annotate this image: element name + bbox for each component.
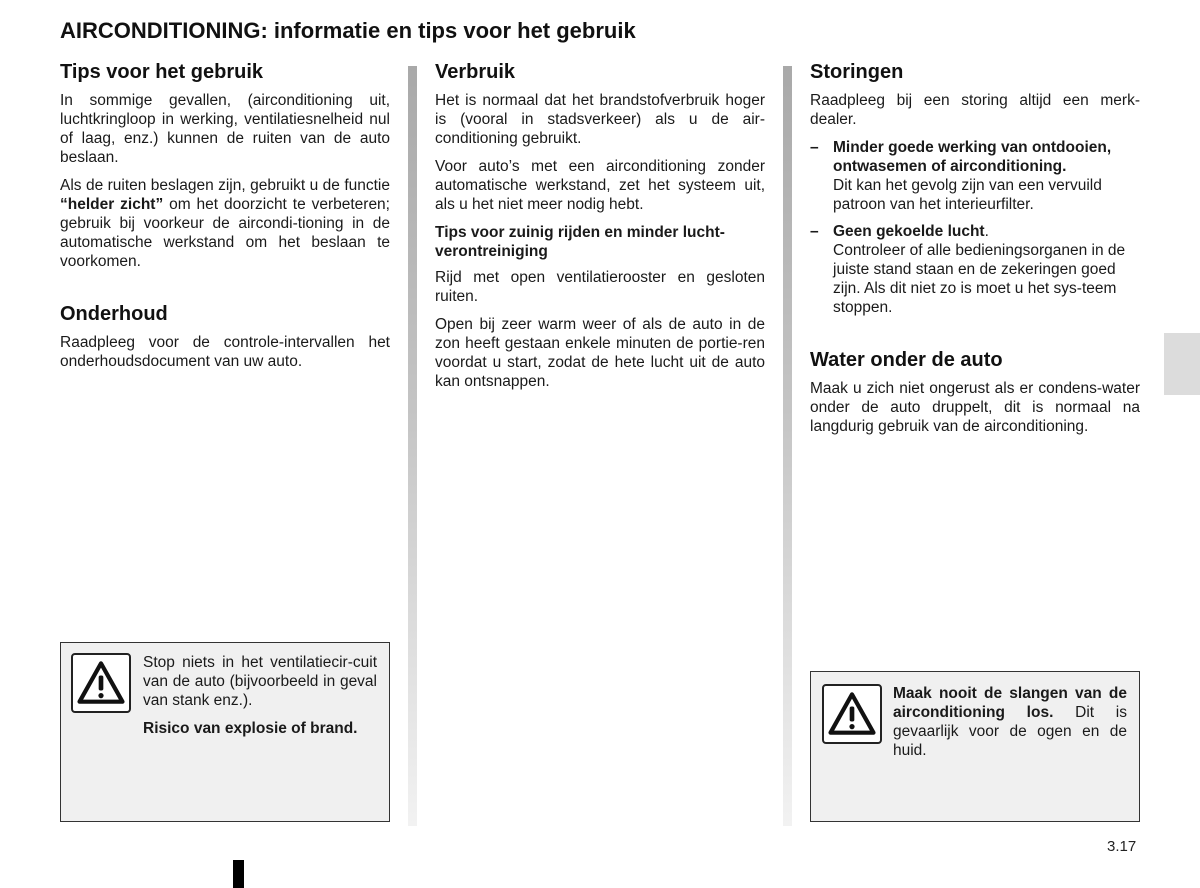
list-item-text: Controleer of alle bedieningsorganen in de juiste stand staan en de zekeringen goed zijn. Als dit niet zo is moet u het sys-teem stoppen. [833, 242, 1126, 316]
section-heading-storingen: Storingen [810, 61, 904, 83]
tips-p2-text-after: om het doorzicht te verbeteren; gebruik bij voorkeur de aircondi-tioning in de automatische werkstand om het beslaan te voorkomen. [60, 196, 390, 270]
verbruik-paragraph-2: Voor auto’s met een airconditioning zonder automatische werkstand, zet het systeem uit, als u het niet meer nodig hebt. [435, 158, 765, 213]
column-middle [435, 60, 765, 400]
storingen-paragraph: Raadpleeg bij een storing altijd een merk-dealer. [810, 92, 1140, 128]
verbruik-subheading: Tips voor zuinig rijden en minder lucht-verontreiniging [435, 224, 725, 260]
tips-p2-bold: “helder zicht” [60, 196, 164, 213]
list-item [810, 222, 1140, 317]
warning-triangle-icon [71, 653, 131, 713]
list-item-text: Dit kan het gevolg zijn van een vervuild patroon van het interieurfilter. [833, 177, 1102, 213]
warning-box-ventilation [60, 642, 390, 822]
section-heading-verbruik: Verbruik [435, 61, 516, 83]
section-heading-water: Water onder de auto [810, 349, 1003, 371]
tips-p2-text-before: Als de ruiten beslagen zijn, gebruikt u de functie [60, 177, 390, 194]
warning-text: Stop niets in het ventilatiecir-cuit van de auto (bijvoorbeeld in geval van stank enz.). [143, 654, 377, 709]
tips-paragraph-1: In sommige gevallen, (airconditioning uit, luchtkringloop in werking, ventilatiesnelheid nul of laag, enz.) kunnen de ruiten van de auto beslaan. [60, 92, 390, 166]
list-dash: – [810, 223, 819, 240]
verbruik-paragraph-4: Open bij zeer warm weer of als de auto in de zon heeft gestaan enkele minuten de portie-ren voordat u start, zodat de hete lucht uit de auto kan ontsnappen. [435, 316, 765, 390]
page-title: AIRCONDITIONING: informatie en tips voor het gebruik [60, 18, 636, 43]
print-mark [233, 860, 244, 888]
column-divider [408, 66, 417, 826]
warning-plain-text: Dit is gevaarlijk voor de ogen en de huid. [893, 704, 1128, 759]
warning-risk-text: Risico van explosie of brand. [143, 720, 358, 737]
tips-paragraph-2 [60, 176, 390, 271]
warning-triangle-icon [822, 684, 882, 744]
verbruik-paragraph-1: Het is normaal dat het brandstofverbruik hoger is (vooral in stadsverkeer) als u de air-conditioning gebruikt. [435, 92, 765, 147]
chapter-tab [1164, 333, 1200, 395]
list-item [810, 138, 1140, 214]
onderhoud-paragraph: Raadpleeg voor de controle-intervallen het onderhoudsdocument van uw auto. [60, 334, 390, 370]
warning-text [893, 684, 1127, 760]
list-dash: – [810, 139, 819, 156]
column-divider [783, 66, 792, 826]
verbruik-paragraph-3: Rijd met open ventilatierooster en gesloten ruiten. [435, 269, 765, 305]
page-number: 3.17 [1107, 838, 1137, 855]
storingen-list [810, 138, 1140, 317]
section-heading-onderhoud: Onderhoud [60, 303, 168, 325]
list-item-title: Geen gekoelde lucht [833, 223, 985, 240]
water-paragraph: Maak u zich niet ongerust als er condens-water onder de auto druppelt, dit is normaal na langdurig gebruik van de airconditioning. [810, 380, 1140, 435]
column-right [810, 60, 1140, 445]
section-heading-tips: Tips voor het gebruik [60, 61, 263, 83]
warning-box-hoses [810, 671, 1140, 822]
warning-bold-text: Maak nooit de slangen van de airconditioning los. [893, 685, 1127, 721]
list-item-title: Minder goede werking van ontdooien, ontwasemen of airconditioning. [833, 139, 1112, 175]
column-left [60, 60, 390, 380]
list-item-title-suffix: . [984, 223, 989, 240]
